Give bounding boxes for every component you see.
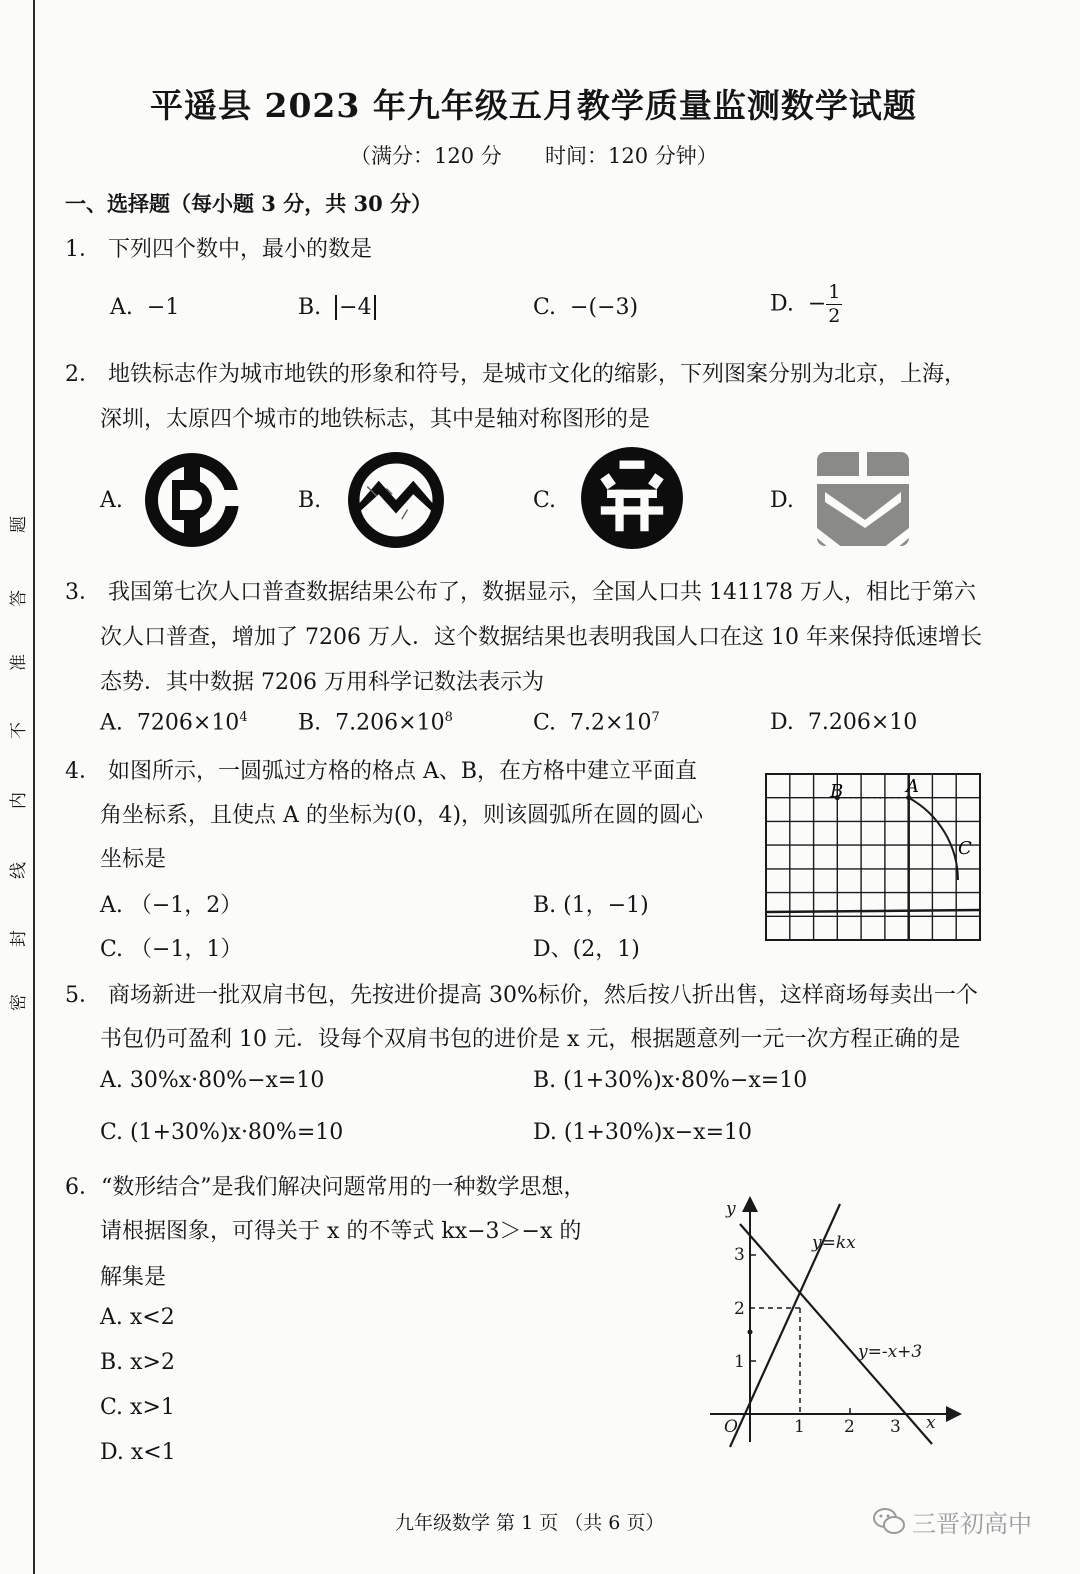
q4-point-b-label: B (830, 781, 844, 802)
side-char: 封 (9, 930, 29, 947)
y-tick-3: 3 (734, 1245, 745, 1265)
x-tick-1: 1 (794, 1417, 805, 1437)
label-y-neg-x-plus-3: y=-x+3 (858, 1342, 923, 1362)
q2-option-d-label[interactable]: D. (770, 488, 794, 513)
q6-option-d[interactable]: D. x<1 (100, 1440, 176, 1465)
q6-line3: 解集是 (100, 1265, 167, 1290)
side-char: 密 (9, 994, 29, 1011)
y-tick-1: 1 (734, 1352, 745, 1372)
q3-option-d[interactable]: D. 7.206×10 (770, 710, 918, 735)
q1-option-b[interactable]: B. −4 (298, 295, 376, 320)
q2-line2: 深圳，太原四个城市的地铁标志，其中是轴对称图形的是 (100, 407, 651, 432)
q1-option-d[interactable]: D. − $\frac{1}{2}$ (770, 281, 841, 327)
side-char: 答 (9, 590, 29, 607)
q4-line3: 坐标是 (100, 847, 167, 872)
label-y-kx: y=kx (812, 1233, 856, 1253)
binding-line (33, 0, 35, 1574)
side-char: 线 (9, 862, 29, 879)
side-char: 准 (9, 654, 29, 671)
y-tick-2: 2 (734, 1299, 745, 1319)
q2-option-b-label[interactable]: B. (298, 488, 322, 513)
q1-option-c[interactable]: C. −(−3) (533, 295, 639, 320)
q1-stem: 1． 下列四个数中，最小的数是 (65, 237, 372, 262)
q4-option-b[interactable]: B. (1，−1) (533, 893, 649, 918)
q3-option-b[interactable]: B. $7.206\times 10^8$ (298, 710, 453, 736)
shanghai-metro-logo (348, 452, 444, 548)
watermark: 三晋初高中 (912, 1510, 1032, 1538)
q6-option-b[interactable]: B. x>2 (100, 1350, 175, 1375)
q6-line2: 请根据图象，可得关于 x 的不等式 kx−3＞−x 的 (100, 1219, 582, 1244)
q2-option-c-label[interactable]: C. (533, 488, 557, 513)
q2-option-a-label[interactable]: A. (100, 488, 123, 513)
q5-option-a[interactable]: A. 30%x·80%−x=10 (100, 1068, 325, 1093)
q4-option-d[interactable]: D、(2，1) (533, 937, 640, 962)
q3-option-a[interactable]: A. $7206\times 10^4$ (100, 710, 248, 736)
q1-option-a[interactable]: A. −1 (110, 295, 180, 320)
q4-line1: 4． 如图所示，一圆弧过方格的格点 A、B，在方格中建立平面直 (65, 759, 698, 784)
x-tick-2: 2 (844, 1417, 855, 1437)
q3-line2: 次人口普查，增加了 7206 万人．这个数据结果也表明我国人口在这 10 年来保持低速增长 (100, 625, 982, 650)
page-title: 平遥县 2023 年九年级五月教学质量监测数学试题 (150, 86, 917, 125)
line-y-neg-x-plus-3 (740, 1224, 932, 1444)
fraction: $\frac{1}{2}$ (828, 281, 841, 327)
side-char: 题 (9, 516, 29, 533)
q5-option-d[interactable]: D. (1+30%)x−x=10 (533, 1120, 753, 1145)
q6-option-c[interactable]: C. x>1 (100, 1395, 175, 1420)
q6-function-graph (700, 1192, 970, 1452)
q6-line1: 6．“数形结合”是我们解决问题常用的一种数学思想， (65, 1175, 586, 1200)
q3-line1: 3． 我国第七次人口普查数据结果公布了，数据显示，全国人口共 141178 万人，相比于第六 (65, 580, 976, 605)
y-axis-label: y (726, 1199, 736, 1219)
q4-point-a-label: A (906, 776, 919, 797)
q5-option-b[interactable]: B. (1+30%)x·80%−x=10 (533, 1068, 808, 1093)
q4-grid-figure (762, 770, 984, 944)
q5-line1: 5． 商场新进一批双肩书包，先按进价提高 30%标价，然后按八折出售，这样商场每卖出一个 (65, 983, 978, 1008)
side-char: 不 (9, 722, 29, 739)
q4-line2: 角坐标系，且使点 A 的坐标为(0，4)，则该圆弧所在圆的圆心 (100, 803, 704, 828)
q3-option-c[interactable]: C. $7.2\times 10^7$ (533, 710, 660, 736)
q3-line3: 态势．其中数据 7206 万用科学记数法表示为 (100, 670, 544, 695)
q2-line1: 2． 地铁标志作为城市地铁的形象和符号，是城市文化的缩影，下列图案分别为北京，上海， (65, 362, 966, 387)
wechat-icon (872, 1506, 906, 1536)
origin-label: O (724, 1417, 738, 1437)
x-tick-3: 3 (890, 1417, 901, 1437)
q4-point-c-label: C (958, 838, 972, 859)
beijing-metro-logo (142, 450, 242, 550)
score-info: （满分：120 分 (350, 144, 502, 168)
q4-option-a[interactable]: A. （−1，2） (100, 893, 243, 918)
x-axis-label: x (926, 1413, 936, 1433)
time-info: 时间：120 分钟） (545, 144, 718, 168)
section-heading: 一、选择题（每小题 3 分，共 30 分） (65, 191, 433, 216)
taiyuan-metro-logo (815, 450, 911, 548)
side-char: 内 (9, 792, 29, 809)
page-footer: 九年级数学 第 1 页 （共 6 页） (395, 1512, 665, 1534)
q5-option-c[interactable]: C. (1+30%)x·80%=10 (100, 1120, 344, 1145)
q5-line2: 书包仍可盈利 10 元．设每个双肩书包的进价是 x 元，根据题意列一元一次方程正确的是 (100, 1027, 961, 1052)
q4-option-c[interactable]: C. （−1，1） (100, 937, 243, 962)
q6-option-a[interactable]: A. x<2 (100, 1305, 175, 1330)
shenzhen-metro-logo (580, 446, 684, 550)
